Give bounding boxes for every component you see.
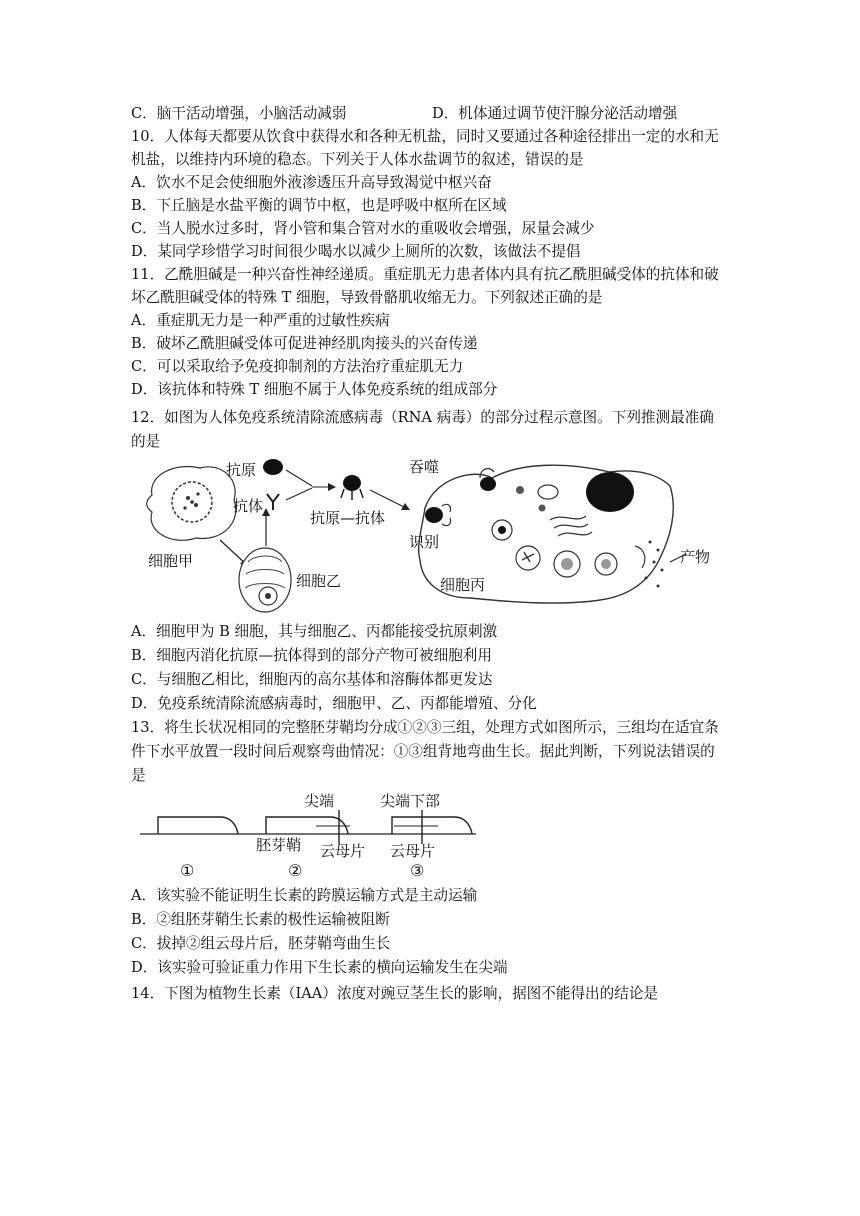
label-mica-3: 云母片 xyxy=(390,842,436,860)
q12-option-c: C．与细胞乙相比，细胞丙的高尔基体和溶酶体都更发达 xyxy=(131,671,493,688)
q13-stem-line1: 13．将生长状况相同的完整胚芽鞘均分成①②③三组，处理方式如图所示，三组均在适宜条 xyxy=(131,719,719,736)
q10-option-c: C．当人脱水过多时，肾小管和集合管对水的重吸收会增强，尿量会减少 xyxy=(131,220,595,237)
label-group-1: ① xyxy=(180,861,195,880)
label-mica-2: 云母片 xyxy=(320,842,366,860)
label-phagocytosis: 吞噬 xyxy=(409,458,440,476)
antigen-shape xyxy=(263,459,283,475)
q12-stem-line1: 12．如图为人体免疫系统清除流感病毒（RNA 病毒）的部分过程示意图。下列推测最准确 xyxy=(131,409,714,426)
q11-option-b: B．破坏乙酰胆碱受体可促进神经肌肉接头的兴奋传递 xyxy=(131,335,478,352)
q11-stem-line2: 坏乙酰胆碱受体的特殊 T 细胞，导致骨骼肌收缩无力。下列叙述正确的是 xyxy=(131,289,603,306)
q13-stem-line3: 是 xyxy=(131,767,146,784)
q10-stem-line1: 10．人体每天都要从饮食中获得水和各种无机盐，同时又要通过各种途径排出一定的水和无 xyxy=(131,128,719,145)
q11-option-c: C．可以采取给予免疫抑制剂的方法治疗重症肌无力 xyxy=(131,358,464,375)
q11-option-d: D．该抗体和特殊 T 细胞不属于人体免疫系统的组成部分 xyxy=(131,381,498,398)
q9-option-d: D．机体通过调节使汗腺分泌活动增强 xyxy=(432,105,678,122)
immune-diagram xyxy=(130,450,730,620)
label-antibody: 抗体 xyxy=(233,497,264,515)
q13-option-b: B．②组胚芽鞘生长素的极性运输被阻断 xyxy=(131,911,390,928)
q13-option-a: A．该实验不能证明生长素的跨膜运输方式是主动运输 xyxy=(131,887,478,904)
label-cell-a: 细胞甲 xyxy=(148,552,194,570)
label-product: 产物 xyxy=(680,548,711,566)
q12-option-b: B．细胞丙消化抗原—抗体得到的部分产物可被细胞利用 xyxy=(131,647,492,664)
coleoptile-diagram xyxy=(140,788,490,880)
antibody-y-shape xyxy=(267,494,279,510)
q10-option-b: B．下丘脑是水盐平衡的调节中枢，也是呼吸中枢所在区域 xyxy=(131,197,507,214)
q11-option-a: A．重症肌无力是一种严重的过敏性疾病 xyxy=(131,312,390,329)
coleoptile-1 xyxy=(158,817,238,834)
complex-shape xyxy=(343,475,361,491)
q10-option-a: A．饮水不足会使细胞外液渗透压升高导致渴觉中枢兴奋 xyxy=(131,174,492,191)
label-antigen: 抗原 xyxy=(226,461,257,479)
q11-stem-line1: 11．乙酰胆碱是一种兴奋性神经递质。重症肌无力患者体内具有抗乙酰胆碱受体的抗体和破 xyxy=(131,266,719,283)
q14-stem-line1: 14．下图为植物生长素（IAA）浓度对豌豆茎生长的影响，据图不能得出的结论是 xyxy=(131,985,659,1002)
q12-option-a: A．细胞甲为 B 细胞，其与细胞乙、丙都能接受抗原刺激 xyxy=(131,623,498,640)
q9-option-c: C．脑干活动增强，小脑活动减弱 xyxy=(131,105,347,122)
label-coleoptile: 胚芽鞘 xyxy=(256,836,302,854)
q13-option-c: C．拔掉②组云母片后，胚芽鞘弯曲生长 xyxy=(131,935,391,952)
label-cell-c: 细胞丙 xyxy=(440,576,486,594)
label-complex: 抗原—抗体 xyxy=(310,509,386,527)
q13-option-d: D．该实验可验证重力作用下生长素的横向运输发生在尖端 xyxy=(131,959,508,976)
cell-c-nucleus xyxy=(586,472,634,512)
label-cell-b: 细胞乙 xyxy=(296,572,342,590)
label-group-3: ③ xyxy=(410,861,425,880)
q12-option-d: D．免疫系统清除流感病毒时，细胞甲、乙、丙都能增殖、分化 xyxy=(131,695,537,712)
q10-stem-line2: 机盐，以维持内环境的稳态。下列关于人体水盐调节的叙述，错误的是 xyxy=(131,151,584,168)
label-group-2: ② xyxy=(288,861,303,880)
label-recognition: 识别 xyxy=(409,533,440,551)
q13-stem-line2: 件下水平放置一段时间后观察弯曲情况：①③组背地弯曲生长。据此判断，下列说法错误的 xyxy=(131,743,715,760)
q12-stem-line2: 的是 xyxy=(131,433,161,450)
label-tip: 尖端 xyxy=(304,792,335,810)
q10-option-d: D．某同学珍惜学习时间很少喝水以减少上厕所的次数，该做法不提倡 xyxy=(131,243,581,260)
label-below-tip: 尖端下部 xyxy=(380,792,441,810)
